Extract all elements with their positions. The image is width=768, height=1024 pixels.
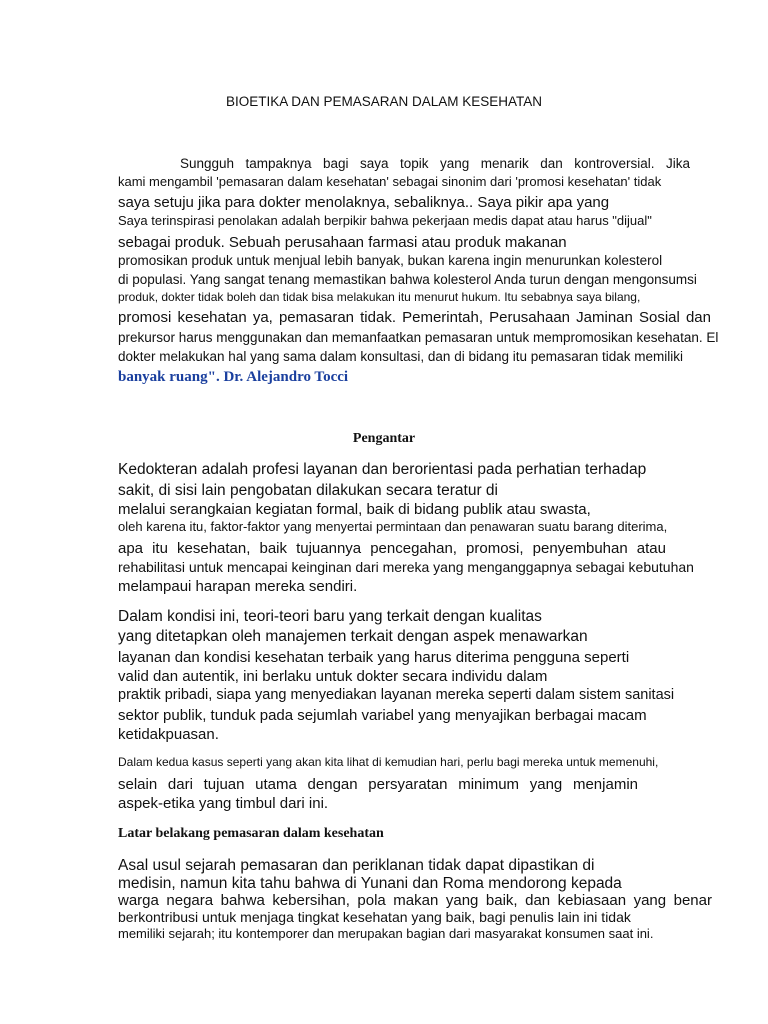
intro-line-11: dokter melakukan hal yang sama dalam konsultasi, dan di bidang itu pemasaran tidak memiliki bbox=[118, 349, 684, 364]
para4-line-5: memiliki sejarah; itu kontemporer dan merupakan bagian dari masyarakat konsumen saat ini. bbox=[118, 926, 654, 941]
para4-line-1: Asal usul sejarah pemasaran dan periklanan tidak dapat dipastikan di bbox=[118, 857, 595, 874]
para3-line-1: Dalam kedua kasus seperti yang akan kita lihat di kemudian hari, perlu bagi mereka untuk memenuhi, bbox=[118, 755, 659, 769]
intro-line-3: saya setuju jika para dokter menolaknya, sebaliknya.. Saya pikir apa yang bbox=[118, 194, 610, 211]
intro-line-9: promosi kesehatan ya, pemasaran tidak. Pemerintah, Perusahaan Jaminan Sosial dan bbox=[118, 309, 711, 326]
para4-line-3: warga negara bahwa kebersihan, pola makan yang baik, dan kebiasaan yang benar bbox=[118, 892, 712, 909]
para2-line-1: Dalam kondisi ini, teori-teori baru yang terkait dengan kualitas bbox=[118, 608, 542, 625]
section-heading-latar-belakang: Latar belakang pemasaran dalam kesehatan bbox=[118, 826, 384, 841]
para4-line-4: berkontribusi untuk menjaga tingkat kesehatan yang baik, bagi penulis lain ini tidak bbox=[118, 909, 631, 925]
document-title: BIOETIKA DAN PEMASARAN DALAM KESEHATAN bbox=[225, 94, 543, 109]
intro-line-8: produk, dokter tidak boleh dan tidak bisa melakukan itu menurut hukum. Itu sebabnya saya bilang, bbox=[118, 290, 641, 304]
intro-line-1: Sungguh tampaknya bagi saya topik yang menarik dan kontroversial. Jika bbox=[180, 156, 690, 171]
para2-line-2: yang ditetapkan oleh manajemen terkait dengan aspek menawarkan bbox=[118, 628, 588, 645]
para1-line-1: Kedokteran adalah profesi layanan dan berorientasi pada perhatian terhadap bbox=[118, 461, 647, 478]
para2-line-4: valid dan autentik, ini berlaku untuk dokter secara individu dalam bbox=[118, 668, 548, 685]
intro-line-6: promosikan produk untuk menjual lebih banyak, bukan karena ingin menurunkan kolesterol bbox=[118, 253, 663, 268]
para1-line-2: sakit, di sisi lain pengobatan dilakukan secara teratur di bbox=[118, 482, 498, 499]
para1-line-4: oleh karena itu, faktor-faktor yang menyertai permintaan dan penawaran suatu barang diterima, bbox=[118, 519, 668, 534]
intro-line-7: di populasi. Yang sangat tenang memastikan bahwa kolesterol Anda turun dengan mengonsumsi bbox=[118, 272, 697, 287]
para1-line-5: apa itu kesehatan, baik tujuannya pencegahan, promosi, penyembuhan atau bbox=[118, 540, 666, 557]
intro-attribution: banyak ruang". Dr. Alejandro Tocci bbox=[118, 369, 349, 385]
intro-line-4: Saya terinspirasi penolakan adalah berpikir bahwa pekerjaan medis dapat atau harus "dijual" bbox=[118, 213, 652, 228]
para2-line-5: praktik pribadi, siapa yang menyediakan layanan mereka seperti dalam sistem sanitasi bbox=[118, 687, 675, 703]
para1-line-6: rehabilitasi untuk mencapai keinginan dari mereka yang menganggapnya sebagai kebutuhan bbox=[118, 559, 694, 575]
para3-line-3: aspek-etika yang timbul dari ini. bbox=[118, 795, 329, 812]
para1-line-7: melampaui harapan mereka sendiri. bbox=[118, 578, 358, 595]
para4-line-2: medisin, namun kita tahu bahwa di Yunani dan Roma mendorong kepada bbox=[118, 875, 622, 892]
intro-line-2: kami mengambil 'pemasaran dalam kesehatan' sebagai sinonim dari 'promosi kesehatan' tidak bbox=[118, 174, 662, 189]
para3-line-2: selain dari tujuan utama dengan persyaratan minimum yang menjamin bbox=[118, 776, 638, 793]
para2-line-3: layanan dan kondisi kesehatan terbaik yang harus diterima pengguna seperti bbox=[118, 649, 630, 666]
para2-line-6: sektor publik, tunduk pada sejumlah variabel yang menyajikan berbagai macam bbox=[118, 707, 647, 724]
section-heading-pengantar: Pengantar bbox=[352, 431, 416, 446]
intro-line-10: prekursor harus menggunakan dan memanfaatkan pemasaran untuk mempromosikan kesehatan. El bbox=[118, 330, 719, 345]
para2-line-7: ketidakpuasan. bbox=[118, 726, 219, 743]
para1-line-3: melalui serangkaian kegiatan formal, baik di bidang publik atau swasta, bbox=[118, 501, 591, 518]
intro-line-5: sebagai produk. Sebuah perusahaan farmasi atau produk makanan bbox=[118, 234, 567, 251]
